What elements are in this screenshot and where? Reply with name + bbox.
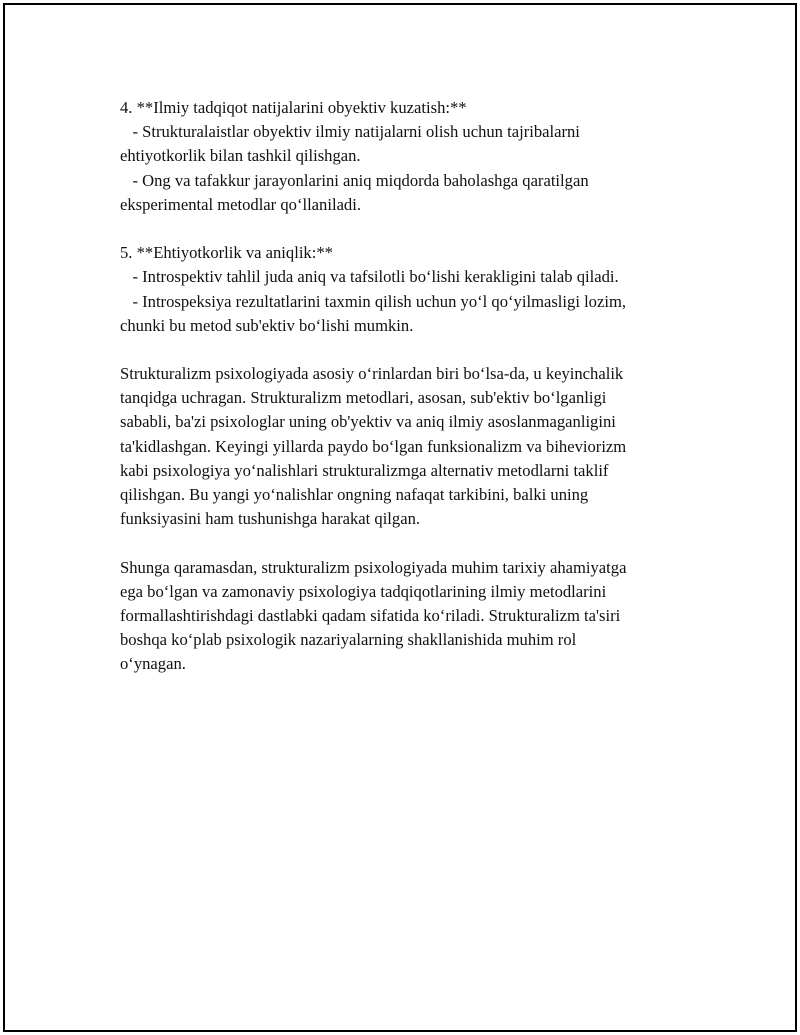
section-4-heading: 4. **Ilmiy tadqiqot natijalarini obyektiv kuzatish:**: [120, 98, 467, 117]
paragraph-2-line: ega bo‘lgan va zamonaviy psixologiya tadqiqotlarining ilmiy metodlarini: [120, 581, 607, 601]
document-page: [3, 3, 797, 1032]
paragraph-spacer: [120, 217, 700, 241]
section-4-line: - Ong va tafakkur jarayonlarini aniq miqdorda baholashga qaratilgan: [120, 170, 589, 190]
paragraph-spacer: [120, 338, 700, 362]
section-5-heading: 5. **Ehtiyotkorlik va aniqlik:**: [120, 243, 333, 263]
document-body: [120, 96, 700, 677]
paragraph-1-line: Strukturalizm psixologiyada asosiy o‘rinlardan biri bo‘lsa-da, u keyinchalik: [120, 364, 624, 384]
paragraph-spacer: [120, 531, 700, 555]
section-5-line: - Introspeksiya rezultatlarini taxmin qilish uchun yo‘l qo‘yilmasligi lozim,: [120, 291, 627, 311]
paragraph-1-line: tanqidga uchragan. Strukturalizm metodlari, asosan, sub'ektiv bo‘lganligi: [120, 388, 607, 408]
section-5-line: chunki bu metod sub'ektiv bo‘lishi mumkin.: [120, 315, 414, 335]
paragraph-2-line: o‘ynagan.: [120, 654, 186, 674]
section-4-line: - Strukturalaistlar obyektiv ilmiy natijalarni olish uchun tajribalarni: [120, 122, 580, 142]
paragraph-1-line: qilishgan. Bu yangi yo‘nalishlar ongning nafaqat tarkibini, balki uning: [120, 485, 589, 504]
paragraph-1-line: kabi psixologiya yo‘nalishlari strukturalizmga alternativ metodlarni taklif: [120, 460, 609, 480]
paragraph-1-line: ta'kidlashgan. Keyingi yillarda paydo bo‘lgan funksionalizm va biheviorizm: [120, 436, 627, 456]
section-5-line: - Introspektiv tahlil juda aniq va tafsilotli bo‘lishi kerakligini talab qiladi.: [120, 267, 619, 287]
paragraph-1-line: sababli, ba'zi psixologlar uning ob'yektiv va aniq ilmiy asoslanmaganligini: [120, 412, 616, 432]
paragraph-2-line: Shunga qaramasdan, strukturalizm psixologiyada muhim tarixiy ahamiyatga: [120, 557, 627, 577]
section-4-line: ehtiyotkorlik bilan tashkil qilishgan.: [120, 146, 361, 166]
section-4-line: eksperimental metodlar qo‘llaniladi.: [120, 194, 361, 214]
paragraph-2-line: formallashtirishdagi dastlabki qadam sifatida ko‘riladi. Strukturalizm ta'siri: [120, 605, 621, 625]
paragraph-1-line: funksiyasini ham tushunishga harakat qilgan.: [120, 509, 421, 529]
paragraph-2-line: boshqa ko‘plab psixologik nazariyalarning shakllanishida muhim rol: [120, 630, 577, 650]
